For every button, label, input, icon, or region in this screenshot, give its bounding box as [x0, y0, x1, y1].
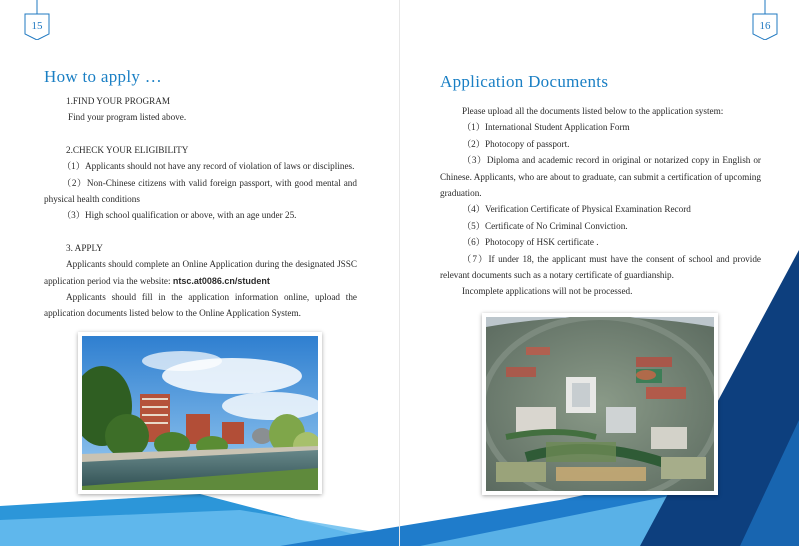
step1-text: Find your program listed above.: [68, 112, 187, 123]
step3-text: Applicants should complete an Online Application during the designated JSSC application period via the website:: [44, 259, 357, 286]
page-number-badge: [752, 0, 778, 40]
document-item: （6）Photocopy of HSK certificate .: [462, 237, 599, 248]
step1-heading: 1.FIND YOUR PROGRAM: [66, 96, 171, 106]
campus-canal-photo: [78, 332, 322, 494]
document-item: （1）International Student Application Form: [462, 122, 630, 133]
eligibility-item: （2）Non-Chinese citizens with valid foreign passport, with good mental and physical health conditions: [44, 177, 357, 205]
page-number: 16: [759, 20, 771, 32]
application-website-link[interactable]: ntsc.at0086.cn/student: [172, 275, 270, 286]
document-item: （7）If under 18, the applicant must have the consent of school and provide relevant documents such as a notary certificate of guardianship.: [440, 253, 761, 281]
page-number-badge: [24, 0, 50, 40]
page-title: How to apply …: [44, 67, 162, 86]
eligibility-item: （3）High school qualification or above, with an age under 25.: [62, 210, 297, 221]
documents-intro: Please upload all the documents listed below to the application system:: [462, 106, 724, 116]
step2-heading: 2.CHECK YOUR ELIGIBILITY: [66, 144, 189, 155]
apply-steps: [44, 93, 357, 322]
document-item: （3）Diploma and academic record in original or notarized copy in English or Chinese. Applicants, who are about to graduate, can submit a certification of upcoming graduation.: [440, 155, 761, 199]
documents-list: [440, 103, 761, 300]
step3-paragraph: [44, 256, 357, 289]
document-item: （5）Certificate of No Criminal Conviction.: [462, 220, 628, 231]
document-item: （2）Photocopy of passport.: [462, 138, 570, 149]
page-number: 15: [31, 20, 43, 32]
step3-upload-text: Applicants should fill in the application information online, upload the application documents listed below to the Online Application System.: [44, 292, 357, 319]
page-title: Application Documents: [440, 72, 609, 91]
document-item: （4）Verification Certificate of Physical Examination Record: [462, 204, 691, 215]
closing-note: Incomplete applications will not be processed.: [462, 286, 633, 297]
step3-heading: 3. APPLY: [66, 242, 103, 253]
left-page: [0, 0, 399, 546]
campus-aerial-photo: [482, 313, 718, 495]
eligibility-item: （1）Applicants should not have any record of violation of laws or disciplines.: [62, 161, 355, 172]
right-page: [400, 0, 799, 546]
